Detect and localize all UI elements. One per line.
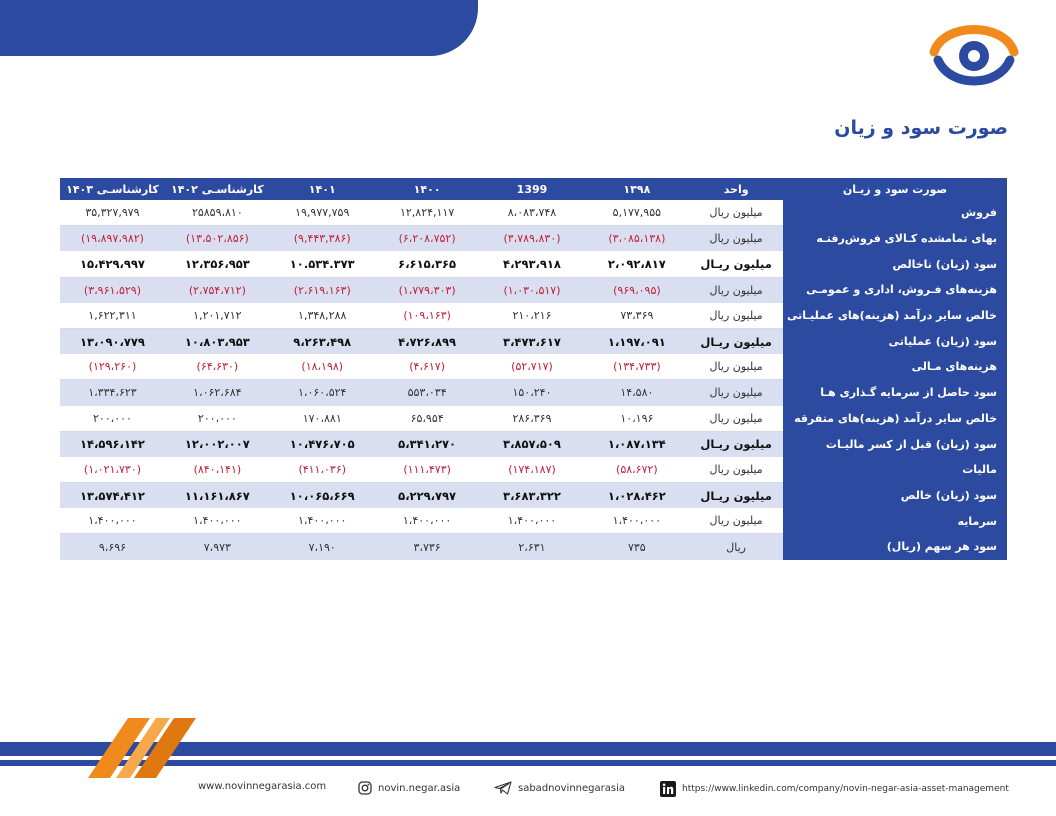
value-cell: ۱،۰۲۸،۴۶۲ (584, 483, 689, 509)
value-cell: ۱۵،۴۲۹،۹۹۷ (60, 251, 165, 277)
row-label: سود حاصل از سرمایه گـذاری هـا (783, 380, 1007, 406)
value-cell: ۳،۴۷۳،۶۱۷ (480, 328, 585, 354)
row-label: بهای تمامشده کـالای فروش‌رفتـه (783, 226, 1007, 252)
value-cell: ۱،۱۹۷،۰۹۱ (584, 328, 689, 354)
table-row (60, 380, 1007, 406)
row-label: سود (زیان) ناخالص (783, 251, 1007, 277)
instagram-icon (358, 781, 372, 795)
table-row (60, 483, 1007, 509)
unit-cell: میلیون ریـال (689, 251, 783, 277)
linkedin-icon (660, 781, 676, 797)
header-year: کارشناسـی ۱۴۰۳ (60, 178, 165, 200)
value-cell: ۵،۳۴۱،۲۷۰ (375, 431, 480, 457)
unit-cell: میلیون ریال (689, 380, 783, 406)
value-cell: (۵۲،۷۱۷) (480, 354, 585, 380)
value-cell: ۱،۰۶۰،۵۲۴ (270, 380, 375, 406)
logo-eye-icon (928, 14, 1020, 94)
row-label: مالیات (783, 457, 1007, 483)
value-cell: ۱,۶۲۲,۳۱۱ (60, 303, 165, 329)
unit-cell: میلیون ریال (689, 457, 783, 483)
value-cell: ۷،۱۹۰ (270, 534, 375, 560)
value-cell: ۱،۴۰۰،۰۰۰ (165, 508, 270, 534)
value-cell: ۱۵۰،۲۴۰ (480, 380, 585, 406)
row-label: خالص سایر درآمد (هزینه)های عملیـاتی (783, 303, 1007, 329)
value-cell: ۲،۶۳۱ (480, 534, 585, 560)
contact-linkedin[interactable] (660, 781, 1009, 797)
value-cell: ۳،۸۵۷،۵۰۹ (480, 431, 585, 457)
table-row (60, 354, 1007, 380)
value-cell: ۱۳،۰۹۰،۷۷۹ (60, 328, 165, 354)
value-cell: (۲،۷۵۴،۷۱۲) (165, 277, 270, 303)
row-label: هزینه‌های فـروش، اداری و عمومـی (783, 277, 1007, 303)
value-cell: (۱۲۹،۲۶۰) (60, 354, 165, 380)
table-row (60, 534, 1007, 560)
header-year: 1399 (480, 178, 585, 200)
value-cell: (۳،۰۸۵،۱۳۸) (584, 226, 689, 252)
unit-cell: میلیون ریال (689, 226, 783, 252)
value-cell: ۱۲،۳۵۶،۹۵۳ (165, 251, 270, 277)
value-cell: (۱۳۴،۷۳۳) (584, 354, 689, 380)
value-cell: ۱،۰۸۷،۱۳۴ (584, 431, 689, 457)
table-header-row (60, 178, 1007, 200)
value-cell: ۸،۰۸۳،۷۴۸ (480, 200, 585, 226)
row-label: هزینه‌های مـالی (783, 354, 1007, 380)
value-cell: (۴،۶۱۷) (375, 354, 480, 380)
header-year: ۱۴۰۱ (270, 178, 375, 200)
income-statement-table (60, 178, 1007, 560)
value-cell: (۱،۰۲۱،۷۳۰) (60, 457, 165, 483)
table-row (60, 200, 1007, 226)
unit-cell: میلیون ریـال (689, 483, 783, 509)
value-cell: ۴،۷۲۶،۸۹۹ (375, 328, 480, 354)
value-cell: ۱,۳۴۸,۲۸۸ (270, 303, 375, 329)
telegram-handle[interactable]: sabadnovinnegarasia (518, 782, 625, 794)
instagram-handle[interactable]: novin.negar.asia (378, 782, 461, 794)
unit-cell: میلیون ریال (689, 200, 783, 226)
value-cell: ۱۷۰،۸۸۱ (270, 406, 375, 432)
value-cell: ۱۲،۰۰۲،۰۰۷ (165, 431, 270, 457)
table-row (60, 457, 1007, 483)
value-cell: ۵,۱۷۷,۹۵۵ (584, 200, 689, 226)
value-cell: ۱،۰۶۲،۶۸۴ (165, 380, 270, 406)
value-cell: (۶،۲۰۸،۷۵۲) (375, 226, 480, 252)
value-cell: ۲۸۶،۳۶۹ (480, 406, 585, 432)
value-cell: ۶،۶۱۵،۳۶۵ (375, 251, 480, 277)
value-cell: ۹،۲۶۳،۴۹۸ (270, 328, 375, 354)
value-cell: ۲۱۰،۲۱۶ (480, 303, 585, 329)
top-banner (0, 0, 478, 56)
value-cell: (۳،۷۸۹،۸۳۰) (480, 226, 585, 252)
value-cell: ۳۵,۳۲۷,۹۷۹ (60, 200, 165, 226)
table-row (60, 277, 1007, 303)
value-cell: ۳،۶۸۳،۳۲۲ (480, 483, 585, 509)
value-cell: (۱۷۴،۱۸۷) (480, 457, 585, 483)
unit-cell: میلیون ریال (689, 406, 783, 432)
table-row (60, 431, 1007, 457)
unit-cell: میلیون ریـال (689, 328, 783, 354)
header-year: کارشناسـی ۱۴۰۲ (165, 178, 270, 200)
row-label: سرمایه (783, 508, 1007, 534)
value-cell: ۴،۲۹۳،۹۱۸ (480, 251, 585, 277)
value-cell: ۱۰،۸۰۳،۹۵۳ (165, 328, 270, 354)
value-cell: ۵۵۳،۰۳۴ (375, 380, 480, 406)
value-cell: ۱،۴۰۰،۰۰۰ (270, 508, 375, 534)
unit-cell: ریال (689, 534, 783, 560)
value-cell: ۳،۷۳۶ (375, 534, 480, 560)
value-cell: ۱۴،۵۹۶،۱۴۲ (60, 431, 165, 457)
linkedin-url[interactable]: https://www.linkedin.com/company/novin-negar-asia-asset-management (682, 784, 1009, 794)
value-cell: (۵۸،۶۷۲) (584, 457, 689, 483)
telegram-icon (494, 781, 512, 795)
value-cell: (۲،۶۱۹،۱۶۳) (270, 277, 375, 303)
header-year: ۱۴۰۰ (375, 178, 480, 200)
value-cell: (۶۴،۶۳۰) (165, 354, 270, 380)
value-cell: ۱,۲۰۱,۷۱۲ (165, 303, 270, 329)
row-label: فروش (783, 200, 1007, 226)
contact-instagram[interactable] (358, 781, 460, 795)
value-cell: (۱۹،۸۹۷،۹۸۲) (60, 226, 165, 252)
value-cell: ۷،۹۷۳ (165, 534, 270, 560)
value-cell: (۱۱۱،۴۷۳) (375, 457, 480, 483)
unit-cell: میلیون ریـال (689, 431, 783, 457)
value-cell: (۱۰۹،۱۶۳) (375, 303, 480, 329)
header-row-label: صورت سود و زیـان (783, 178, 1007, 200)
value-cell: (۳،۹۶۱،۵۲۹) (60, 277, 165, 303)
unit-cell: میلیون ریال (689, 277, 783, 303)
value-cell: ۱۴،۵۸۰ (584, 380, 689, 406)
value-cell: (۱۳،۵۰۲،۸۵۶) (165, 226, 270, 252)
value-cell: ۱،۴۰۰،۰۰۰ (480, 508, 585, 534)
value-cell: ۵،۲۲۹،۷۹۷ (375, 483, 480, 509)
value-cell: ۲۵۸۵۹،۸۱۰ (165, 200, 270, 226)
value-cell: ۱۰،۰۶۵،۶۶۹ (270, 483, 375, 509)
value-cell: ۷۳۵ (584, 534, 689, 560)
value-cell: ۲۰۰،۰۰۰ (165, 406, 270, 432)
value-cell: ۱،۴۰۰،۰۰۰ (584, 508, 689, 534)
table-row (60, 406, 1007, 432)
value-cell: (۱،۷۷۹،۳۰۳) (375, 277, 480, 303)
unit-cell: میلیون ریال (689, 303, 783, 329)
value-cell: ۱،۴۰۰،۰۰۰ (60, 508, 165, 534)
contact-telegram[interactable] (494, 781, 625, 795)
row-label: خالص سایر درآمد (هزینه)های متفرقه (783, 406, 1007, 432)
value-cell: ۱۰.۵۳۴.۳۷۳ (270, 251, 375, 277)
value-cell: (۸۴۰،۱۴۱) (165, 457, 270, 483)
unit-cell: میلیون ریال (689, 354, 783, 380)
value-cell: (۹۶۹،۰۹۵) (584, 277, 689, 303)
value-cell: (۹,۴۴۳,۳۸۶) (270, 226, 375, 252)
value-cell: ۱۱،۱۶۱،۸۶۷ (165, 483, 270, 509)
table-row (60, 303, 1007, 329)
row-label: سود (زیان) قبل از کسر مالیـات (783, 431, 1007, 457)
unit-cell: میلیون ریال (689, 508, 783, 534)
table-row (60, 328, 1007, 354)
table-row (60, 226, 1007, 252)
value-cell: (۱،۰۳۰،۵۱۷) (480, 277, 585, 303)
value-cell: ۹،۶۹۶ (60, 534, 165, 560)
page-title: صورت سود و زیان (834, 117, 1008, 139)
value-cell: ۱۳،۵۷۴،۴۱۲ (60, 483, 165, 509)
row-label: سود هر سهم (ریال) (783, 534, 1007, 560)
table-row (60, 508, 1007, 534)
value-cell: ۱۹,۹۷۷,۷۵۹ (270, 200, 375, 226)
table-row (60, 251, 1007, 277)
value-cell: ۱۰،۱۹۶ (584, 406, 689, 432)
value-cell: ۲۰۰،۰۰۰ (60, 406, 165, 432)
value-cell: ۱۰،۴۷۶،۷۰۵ (270, 431, 375, 457)
value-cell: (۱۸،۱۹۸) (270, 354, 375, 380)
value-cell: ۷۳،۳۶۹ (584, 303, 689, 329)
row-label: سود (زیان) عملیاتی (783, 328, 1007, 354)
footer-stripes (0, 718, 1056, 778)
value-cell: ۶۵،۹۵۴ (375, 406, 480, 432)
value-cell: (۴۱۱،۰۳۶) (270, 457, 375, 483)
row-label: سود (زیان) خالص (783, 483, 1007, 509)
value-cell: ۱،۳۳۴،۶۲۳ (60, 380, 165, 406)
header-year: ۱۳۹۸ (584, 178, 689, 200)
header-unit: واحد (689, 178, 783, 200)
value-cell: ۲،۰۹۲،۸۱۷ (584, 251, 689, 277)
contact-website[interactable] (198, 781, 326, 792)
value-cell: ۱۲,۸۲۴,۱۱۷ (375, 200, 480, 226)
website-link[interactable]: www.novinnegarasia.com (198, 781, 327, 792)
value-cell: ۱،۴۰۰،۰۰۰ (375, 508, 480, 534)
